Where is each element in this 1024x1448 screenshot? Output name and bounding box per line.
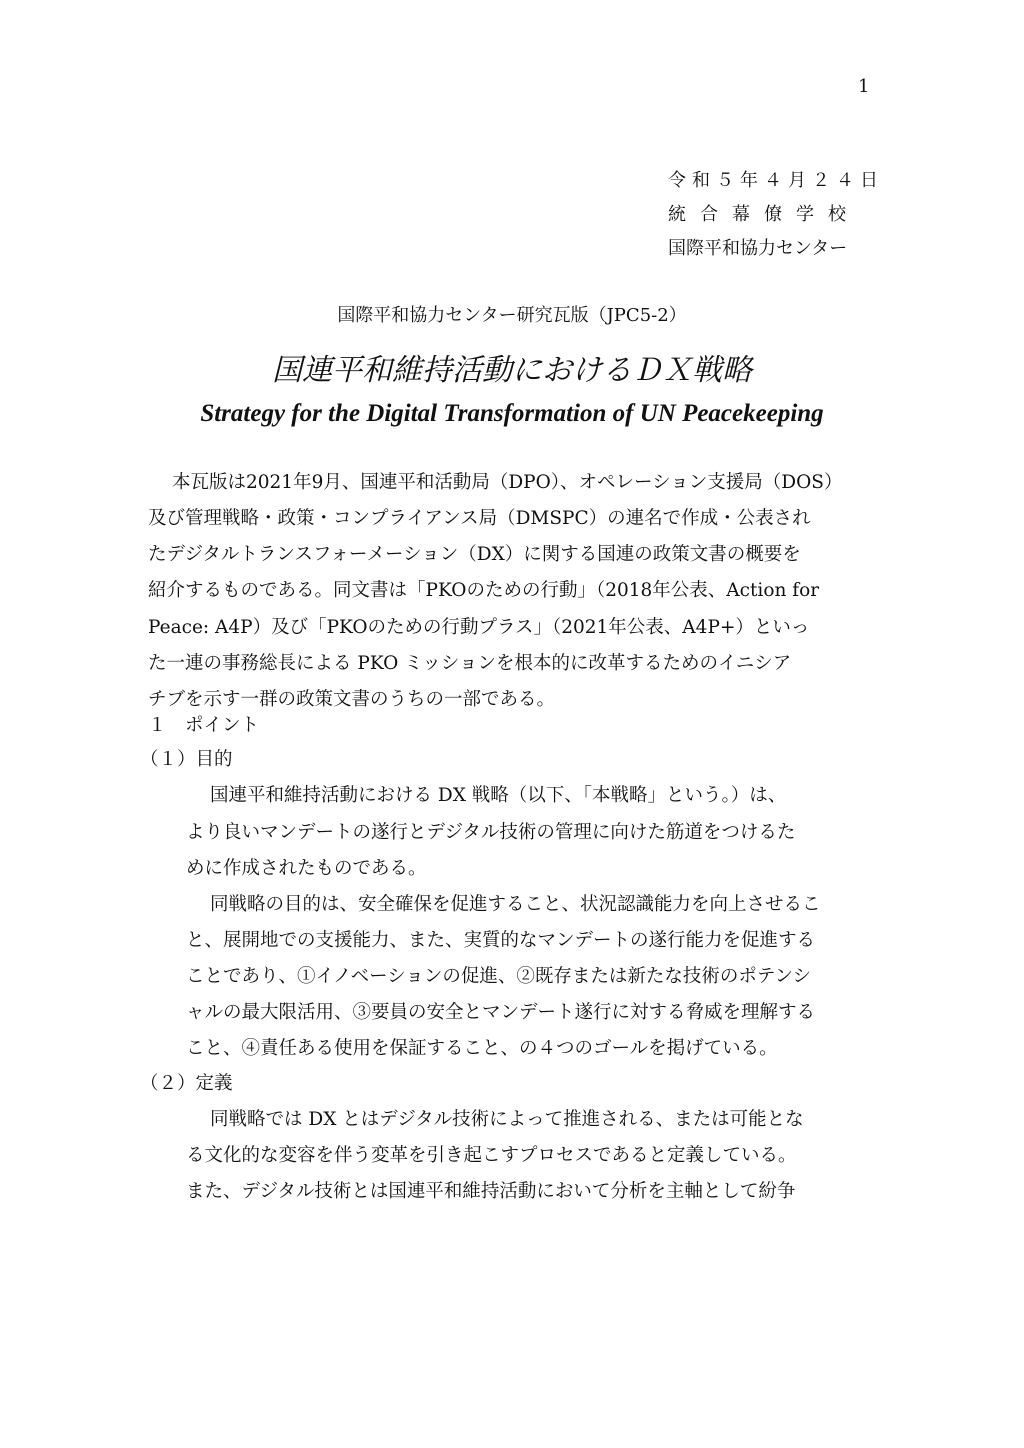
- paragraph-line: また、デジタル技術とは国連平和維持活動において分析を主軸として紛争: [186, 1181, 796, 1202]
- subsection-heading: （１）目的: [140, 749, 233, 770]
- subsection-heading: （２）定義: [140, 1073, 233, 1094]
- section-heading: １ ポイント: [148, 715, 260, 736]
- paragraph-line: より良いマンデートの遂行とデジタル技術の管理に向けた筋道をつけるた: [186, 822, 796, 843]
- paragraph-line: めに作成されたものである。: [186, 858, 427, 879]
- paragraph-line: 同戦略の目的は、安全確保を促進すること、状況認識能力を向上させるこ: [210, 894, 821, 915]
- paragraph-line: ャルの最大限活用、③要員の安全とマンデート遂行に対する脅威を理解する: [186, 1002, 816, 1023]
- header-organization: 統合幕僚学校: [668, 204, 860, 225]
- intro-line: チブを示す一群の政策文書のうちの一部である。: [148, 689, 556, 710]
- paragraph-line: 同戦略では DX とはデジタル技術によって推進される、または可能とな: [210, 1109, 804, 1130]
- paragraph-line: こと、④責任ある使用を保証すること、の４つのゴールを掲げている。: [186, 1038, 778, 1059]
- header-center: 国際平和協力センター: [668, 238, 848, 259]
- header-date: 令和５年４月２４日: [668, 170, 884, 191]
- document-subtitle: 国際平和協力センター研究瓦版（JPC5-2）: [337, 305, 687, 326]
- document-title-ja: 国連平和維持活動におけるＤＸ戦略: [272, 353, 752, 388]
- paragraph-line: 国連平和維持活動における DX 戦略（以下、「本戦略」という。）は、: [210, 785, 787, 806]
- intro-line: 及び管理戦略・政策・コンプライアンス局（DMSPC）の連名で作成・公表され: [148, 508, 811, 529]
- intro-line: Peace: A4P）及び「PKOのための行動プラス」（2021年公表、A4P+）といっ: [148, 617, 810, 638]
- document-title-en: Strategy for the Digital Transformation of UN Peacekeeping: [200, 400, 824, 427]
- intro-line: たデジタルトランスフォーメーション（DX）に関する国連の政策文書の概要を: [148, 544, 801, 565]
- page-number: 1: [858, 76, 870, 97]
- paragraph-line: と、展開地での支援能力、また、実質的なマンデートの遂行能力を促進する: [186, 930, 816, 951]
- intro-line: 本瓦版は2021年9月、国連平和活動局（DPO）、オペレーション支援局（DOS）: [172, 472, 843, 493]
- paragraph-line: ことであり、①イノベーションの促進、②既存または新たな技術のポテンシ: [186, 966, 812, 987]
- paragraph-line: る文化的な変容を伴う変革を引き起こすプロセスであると定義している。: [186, 1145, 797, 1166]
- header-block: [668, 164, 884, 266]
- intro-line: 紹介するものである。同文書は「PKOのための行動」（2018年公表、Action for: [148, 580, 820, 601]
- intro-line: た一連の事務総長による PKO ミッションを根本的に改革するためのイニシア: [148, 653, 792, 674]
